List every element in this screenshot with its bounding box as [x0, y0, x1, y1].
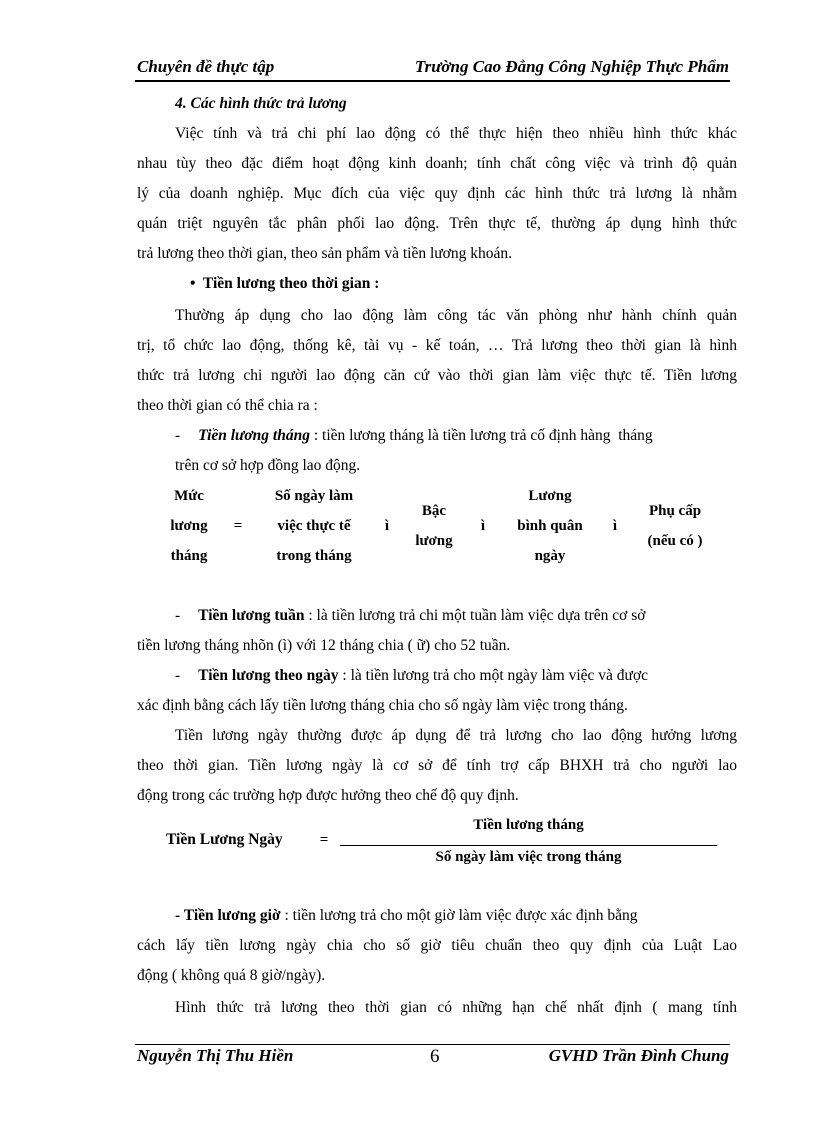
header-left: Chuyên đề thực tập	[137, 57, 275, 76]
monthly-wage-line	[175, 421, 737, 451]
header-right: Trường Cao Đẳng Công Nghiệp Thực Phẩm	[414, 57, 729, 76]
definition-text: : tiền lương trả cho một giờ làm việc được xác định bằng	[280, 907, 638, 924]
paragraph-line: quán triệt nguyên tắc phân phối lao động. Trên thực tế, thường áp dụng hình thức	[137, 215, 737, 232]
paragraph-line: Tiền lương ngày thường được áp dụng để trả lương cho lao động hưởng lương	[175, 727, 737, 744]
formula1-pay-grade: Bậc lương	[415, 503, 453, 549]
formula2-daily-wage-label: Tiền Lương Ngày	[166, 831, 283, 848]
paragraph-line: tiền lương tháng nhõn (ì) với 12 tháng chia ( ữ) cho 52 tuần.	[137, 637, 511, 654]
paragraph-line: Việc tính và trả chi phí lao động có thể thực hiện theo nhiều hình thức khác	[175, 125, 737, 142]
section-title: 4. Các hình thức trả lương	[175, 95, 347, 112]
term-monthly-wage: Tiền lương tháng	[198, 427, 310, 444]
paragraph-line: nhau tùy theo đặc điểm hoạt động kinh doanh; tính chất công việc và trình độ quản	[137, 155, 737, 172]
weekly-wage-line	[175, 601, 737, 631]
formula1-operator: ì	[612, 518, 618, 534]
formula1-allowance: Phụ cấp (nếu có )	[647, 503, 703, 549]
term-weekly-wage: Tiền lương tuần	[198, 607, 305, 624]
formula1-equals: =	[233, 518, 243, 534]
footer-author: Nguyễn Thị Thu Hiền	[137, 1046, 294, 1065]
paragraph-line: lý của doanh nghiệp. Mục đích của việc quy định các hình thức trả lương là nhằm	[137, 185, 737, 202]
footer-advisor: GVHD Trần Đình Chung	[548, 1046, 729, 1065]
daily-wage-line	[175, 661, 737, 691]
paragraph-line: cách lấy tiền lương ngày chia cho số giờ tiêu chuẩn theo quy định của Luật Lao	[137, 937, 737, 954]
paragraph-line: thức trả lương chi người lao động căn cứ vào thời gian làm việc thực tế. Tiền lương	[137, 367, 737, 384]
page-footer	[137, 1046, 729, 1068]
header-rule	[135, 80, 730, 82]
definition-text: : là tiền lương trả chi một tuần làm việc dựa trên cơ sở	[304, 607, 646, 624]
paragraph-line: trên cơ sở hợp đồng lao động.	[175, 457, 361, 474]
formula1-avg-daily-wage: Lương bình quân ngày	[517, 488, 583, 564]
paragraph-line: xác định bằng cách lấy tiền lương tháng chia cho số ngày làm việc trong tháng.	[137, 697, 628, 714]
formula1-operator: ì	[480, 518, 486, 534]
heading-time-wage: Tiền lương theo thời gian :	[202, 275, 380, 292]
paragraph-line: trị, tổ chức lao động, thống kê, tài vụ - kế toán, … Trả lương theo thời gian là hình	[137, 337, 737, 354]
formula2-equals: =	[319, 832, 329, 848]
paragraph-line: động ( không quá 8 giờ/ngày).	[137, 967, 326, 984]
formula1-operator: ì	[384, 518, 390, 534]
dash-marker: -	[175, 427, 181, 444]
paragraph-line: Thường áp dụng cho lao động làm công tác văn phòng như hành chính quản	[175, 307, 737, 324]
definition-text: : tiền lương tháng là tiền lương trả cố định hàng tháng	[309, 427, 653, 444]
bullet-heading	[190, 269, 379, 299]
paragraph-line: theo thời gian. Tiền lương ngày là cơ sở để tính trợ cấp BHXH trả cho người lao	[137, 757, 737, 774]
paragraph-line: theo thời gian có thể chia ra :	[137, 397, 318, 414]
page-number: 6	[430, 1046, 440, 1067]
definition-text: : là tiền lương trả cho một ngày làm việc và được	[338, 667, 649, 684]
formula2-numerator: Tiền lương tháng	[473, 817, 584, 833]
dash-marker: -	[175, 667, 181, 684]
paragraph-line: động trong các trường hợp được hưởng theo chế độ quy định.	[137, 787, 519, 804]
formula1-workdays: Số ngày làm việc thực tế trong tháng	[274, 488, 354, 564]
formula2-denominator: Số ngày làm việc trong tháng	[435, 849, 622, 865]
page-header	[137, 57, 729, 79]
paragraph-line: trả lương theo thời gian, theo sản phẩm và tiền lương khoán.	[137, 245, 512, 262]
footer-rule	[135, 1044, 730, 1045]
term-hourly-wage: - Tiền lương giờ	[175, 907, 281, 924]
paragraph-line: Hình thức trả lương theo thời gian có những hạn chế nhất định ( mang tính	[175, 999, 737, 1016]
formula1-monthly-wage-label: Mức lương tháng	[170, 488, 208, 564]
term-daily-wage: Tiền lương theo ngày	[198, 667, 339, 684]
bullet-icon: •	[190, 275, 196, 292]
hourly-wage-line	[175, 901, 737, 931]
dash-marker: -	[175, 607, 181, 624]
